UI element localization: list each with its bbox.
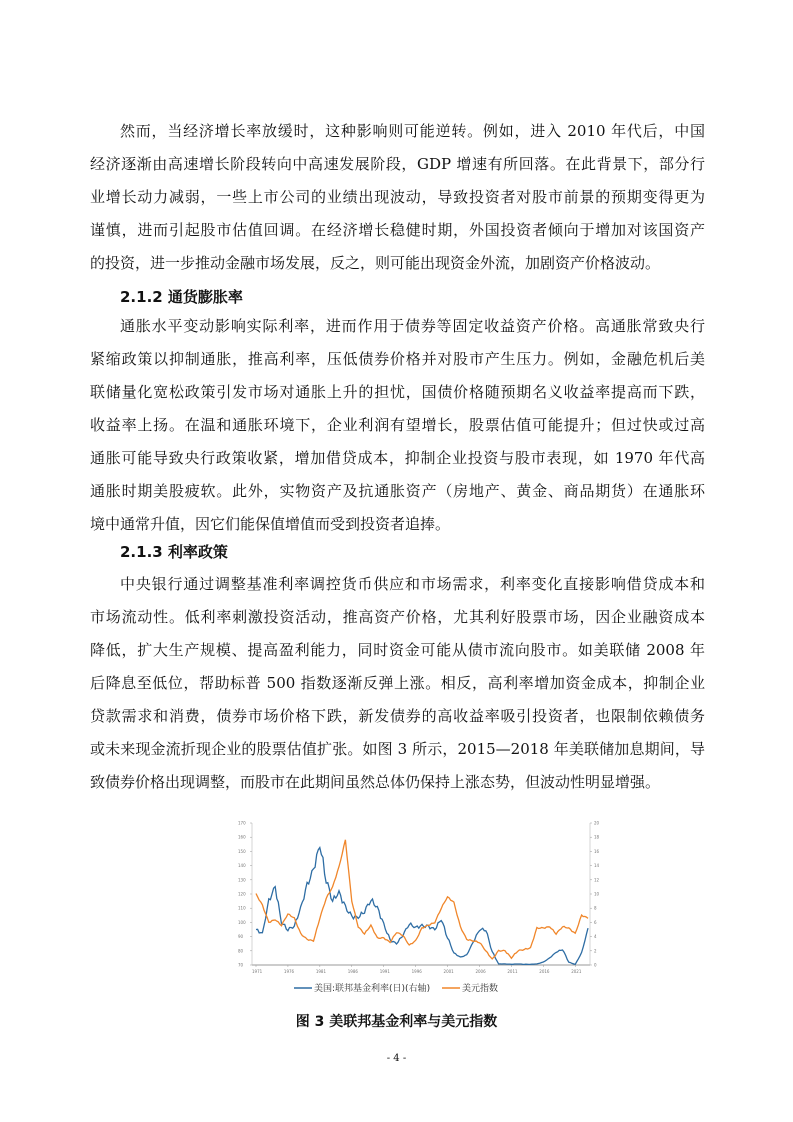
y-right-tick-label: 12 [594, 877, 600, 883]
legend-label-fed-rate: 美国:联邦基金利率(日)(右轴) [314, 984, 431, 994]
paragraph-line: 通胀时期美股疲软。此外，实物资产及抗通胀资产（房地产、黄金、商品期货）在通胀环 [90, 482, 705, 500]
y-left-tick-label: 150 [238, 848, 246, 854]
paragraph-line: 联储量化宽松政策引发市场对通胀上升的担忧，国债价格随预期名义收益率提高而下跌， [90, 383, 705, 401]
y-left-tick-label: 70 [238, 962, 244, 968]
paragraph-line: 贷款需求和消费，债券市场价格下跌，新发债券的高收益率吸引投资者，也限制依赖债务 [90, 707, 705, 725]
paragraph-line: 然而，当经济增长率放缓时，这种影响则可能逆转。例如，进入 2010 年代后，中国 [120, 122, 705, 140]
y-left-tick-label: 90 [238, 934, 244, 940]
legend [294, 982, 498, 994]
x-tick-label: 2016 [539, 969, 550, 974]
paragraph-line: 业增长动力减弱，一些上市公司的业绩出现波动，导致投资者对股市前景的预期变得更为 [90, 188, 705, 206]
x-tick-label: 1981 [315, 969, 327, 974]
paragraph-line: 市场流动性。低利率刺激投资活动，推高资产价格，尤其利好股票市场，因企业融资成本 [90, 608, 705, 626]
y-right-tick-label: 8 [594, 905, 597, 911]
series-line-fed-funds-rate [256, 848, 588, 965]
paragraph-line: 或未来现金流折现企业的股票估值扩张。如图 3 所示，2015—2018 年美联储加息期间，导 [90, 740, 705, 758]
paragraph-line: 致债券价格出现调整，而股市在此期间虽然总体仍保持上涨态势，但波动性明显增强。 [90, 773, 661, 791]
legend-label-dollar-index: 美元指数 [462, 984, 499, 994]
figure-caption: 图 3 美联邦基金利率与美元指数 [295, 1014, 498, 1030]
y-left-tick-label: 120 [238, 891, 246, 897]
y-left-tick-label: 140 [238, 863, 246, 869]
x-tick-label: 2011 [507, 969, 518, 974]
y-right-tick-label: 6 [594, 919, 597, 925]
x-tick-label: 1976 [283, 969, 295, 974]
section-heading: 2.1.3 利率政策 [120, 543, 228, 561]
x-tick-label: 1971 [252, 969, 263, 974]
y-right-tick-label: 4 [594, 934, 597, 940]
page-number: - 4 - [386, 1053, 407, 1064]
figure-3-chart [236, 815, 606, 1000]
y-right-tick-label: 20 [594, 820, 600, 826]
x-tick-label: 1991 [379, 969, 390, 974]
y-left-tick-label: 160 [238, 834, 246, 840]
section-heading: 2.1.2 通货膨胀率 [120, 288, 243, 306]
paragraph-line: 通胀水平变动影响实际利率，进而作用于债券等固定收益资产价格。高通胀常致央行 [120, 317, 705, 335]
series-line-dollar-index [256, 840, 588, 959]
paragraph-line: 紧缩政策以抑制通胀，推高利率，压低债券价格并对股市产生压力。例如，金融危机后美 [90, 350, 705, 368]
x-tick-label: 2006 [475, 969, 486, 974]
x-tick-label: 1996 [411, 969, 422, 974]
x-tick-label: 2021 [571, 969, 582, 974]
y-left-tick-label: 170 [238, 820, 246, 826]
paragraph-line: 后降息至低位，帮助标普 500 指数逐渐反弹上涨。相反，高利率增加资金成本，抑制企业 [90, 674, 705, 692]
paragraph-line: 境中通常升值，因它们能保值增值而受到投资者追捧。 [90, 515, 451, 533]
y-left-tick-label: 130 [238, 877, 246, 883]
paragraph-line: 经济逐渐由高速增长阶段转向中高速发展阶段，GDP 增速有所回落。在此背景下，部分行 [90, 155, 705, 173]
paragraph-line: 谨慎，进而引起股市估值回调。在经济增长稳健时期，外国投资者倾向于增加对该国资产 [90, 221, 705, 239]
paragraph-line: 的投资，进一步推动金融市场发展，反之，则可能出现资金外流，加剧资产价格波动。 [90, 254, 661, 272]
y-right-tick-label: 16 [594, 848, 600, 854]
y-right-tick-label: 10 [594, 891, 600, 897]
y-left-tick-label: 100 [238, 919, 246, 925]
y-left-tick-label: 110 [238, 905, 246, 911]
paragraph-line: 收益率上扬。在温和通胀环境下，企业利润有望增长，股票估值可能提升；但过快或过高 [90, 416, 705, 434]
y-right-tick-label: 14 [594, 863, 600, 869]
x-tick-label: 1986 [347, 969, 358, 974]
chart-axes [238, 821, 600, 975]
y-left-tick-label: 80 [238, 948, 244, 954]
y-right-tick-label: 2 [594, 948, 597, 954]
x-tick-label: 2001 [443, 969, 454, 974]
paragraph-line: 通胀可能导致央行政策收紧，增加借贷成本，抑制企业投资与股市表现，如 1970 年代高 [90, 449, 705, 467]
paragraph-line: 中央银行通过调整基准利率调控货币供应和市场需求，利率变化直接影响借贷成本和 [120, 575, 705, 593]
y-right-tick-label: 18 [594, 834, 600, 840]
y-right-tick-label: 0 [594, 962, 597, 968]
paragraph-line: 降低，扩大生产规模、提高盈利能力，同时资金可能从债市流向股市。如美联储 2008 年 [90, 641, 705, 659]
